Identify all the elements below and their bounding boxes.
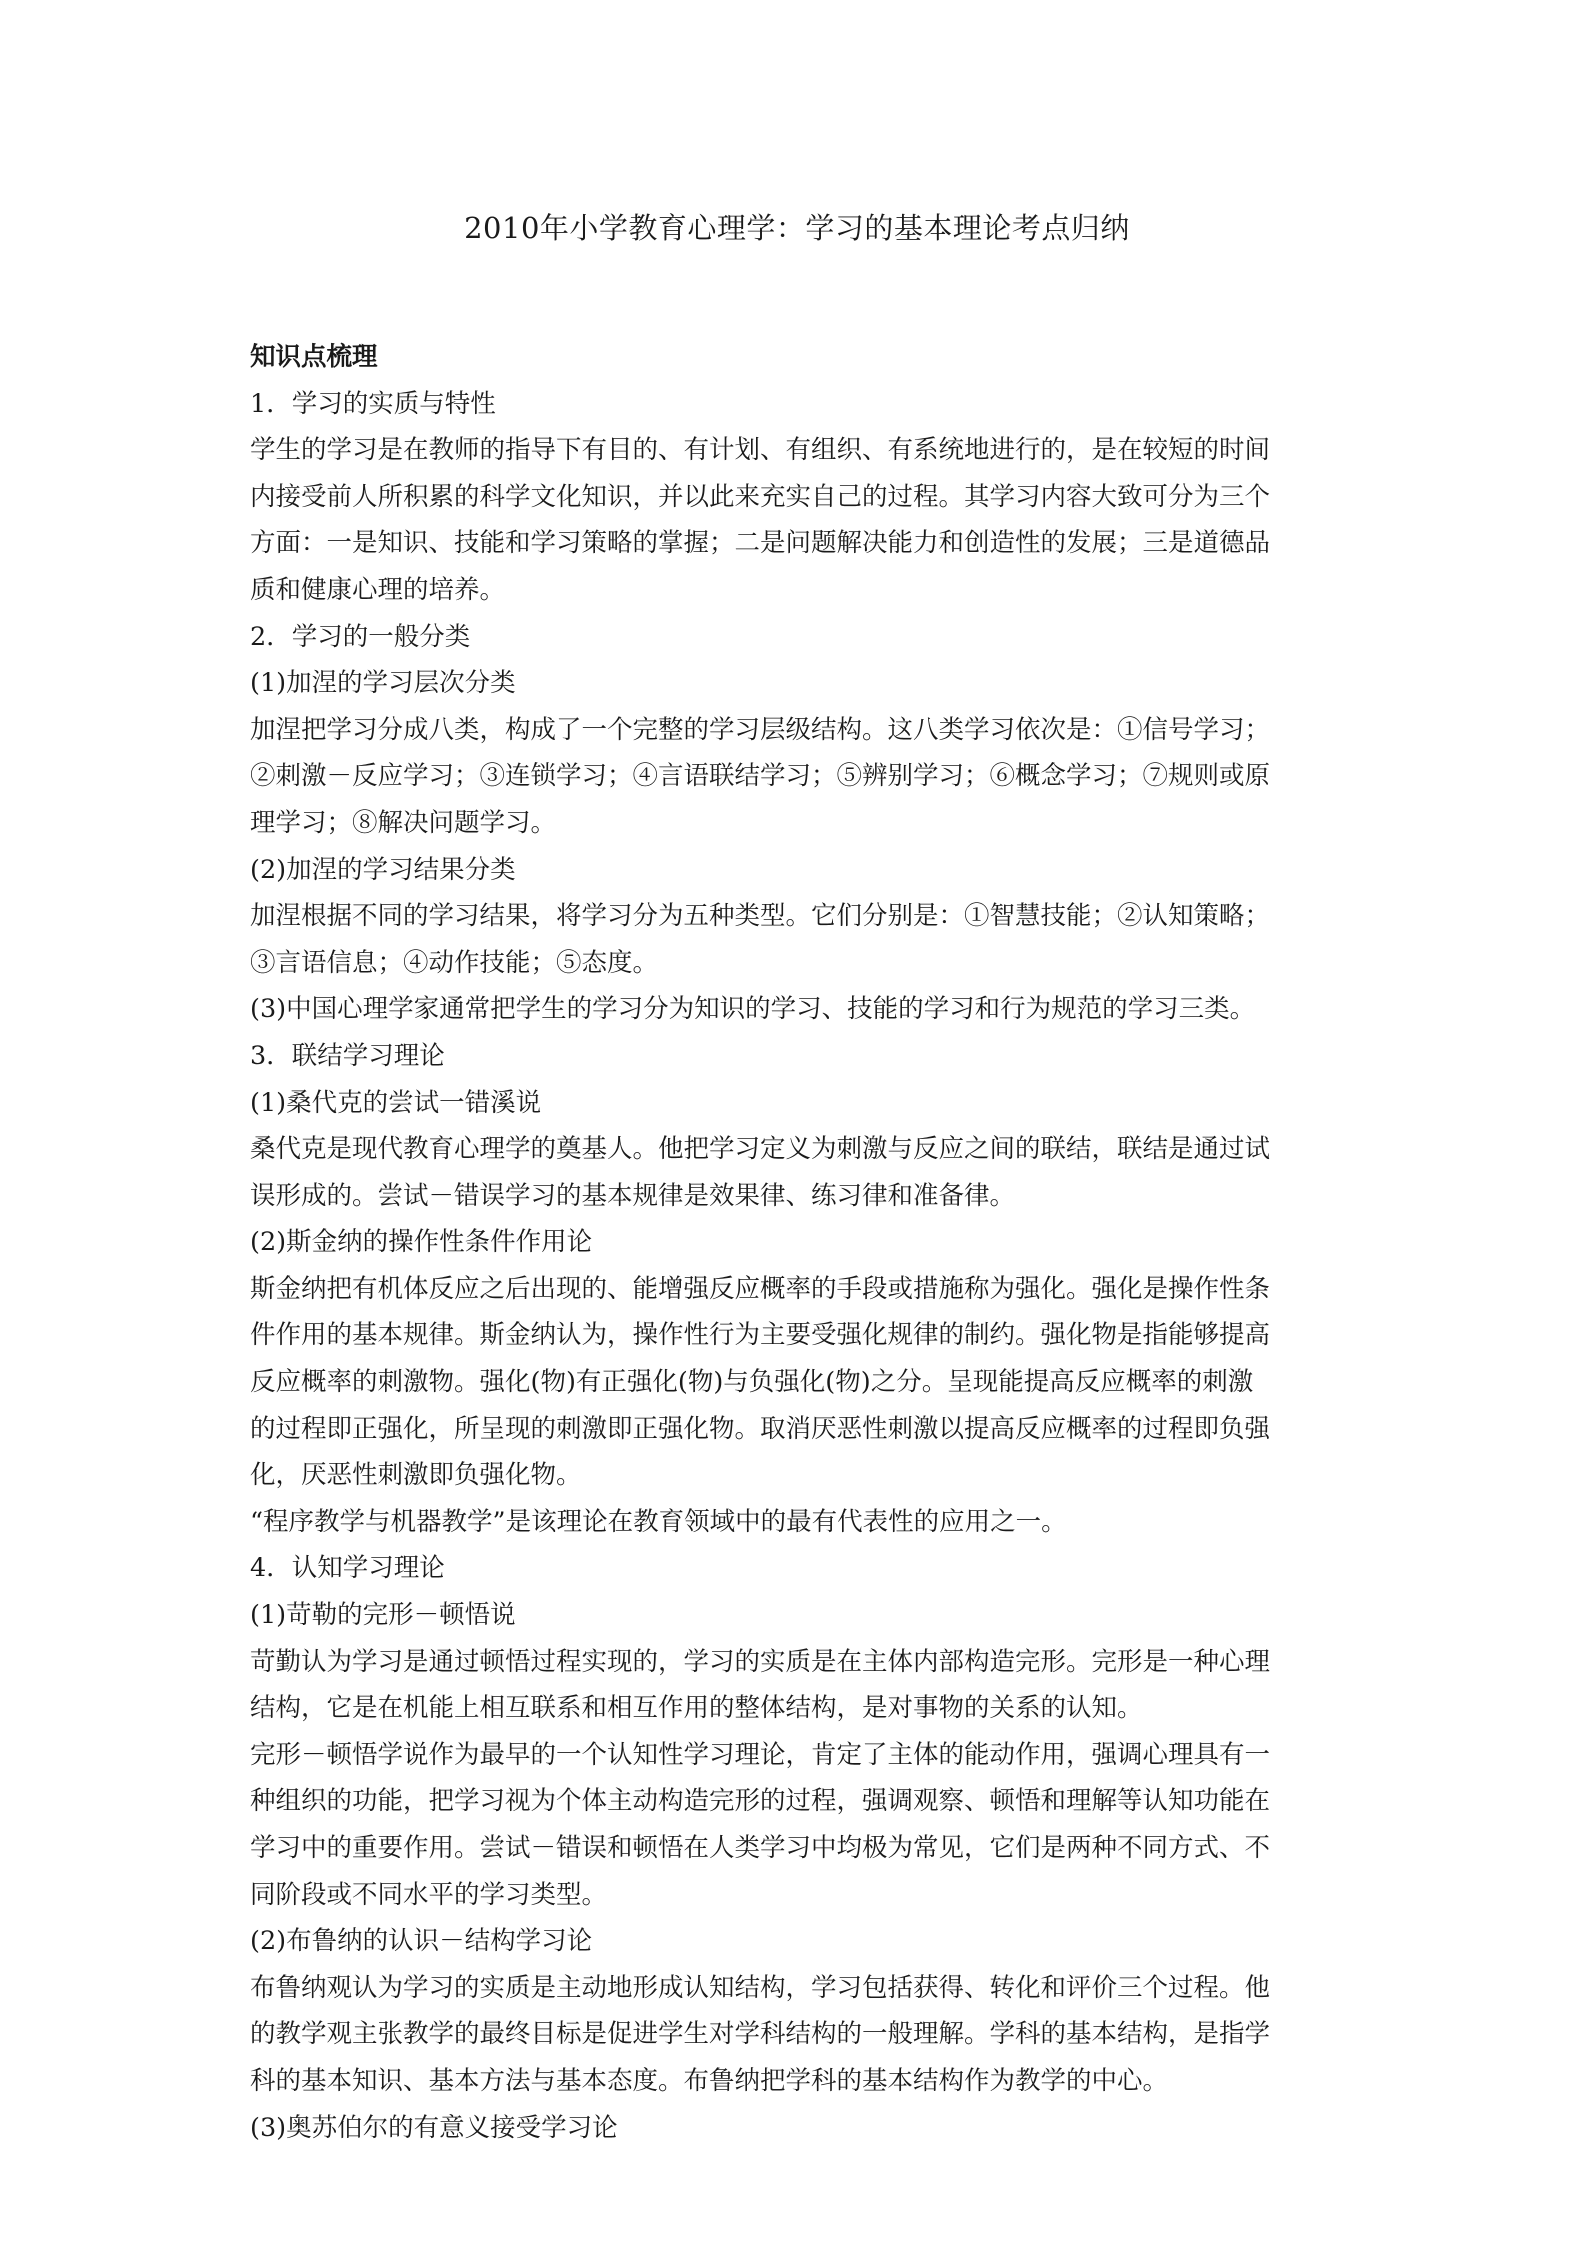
subheading-2: 2．学习的一般分类 <box>250 621 471 652</box>
paragraph-line: 学生的学习是在教师的指导下有目的、有计划、有组织、有系统地进行的，是在较短的时间 <box>250 435 1271 466</box>
paragraph-line: 方面：一是知识、技能和学习策略的掌握；二是问题解决能力和创造性的发展；三是道德品 <box>250 528 1271 559</box>
paragraph-line: 同阶段或不同水平的学习类型。 <box>250 1879 608 1910</box>
paragraph-line: ③言语信息；④动作技能；⑤态度。 <box>250 947 659 978</box>
subheading-4-2: (2)布鲁纳的认识－结构学习论 <box>250 1926 593 1957</box>
paragraph-line: (3)中国心理学家通常把学生的学习分为知识的学习、技能的学习和行为规范的学习三类。 <box>250 994 1256 1025</box>
paragraph-line: 的过程即正强化，所呈现的刺激即正强化物。取消厌恶性刺激以提高反应概率的过程即负强 <box>250 1413 1271 1444</box>
subheading-3-2: (2)斯金纳的操作性条件作用论 <box>250 1227 593 1258</box>
paragraph-line: 苛勤认为学习是通过顿悟过程实现的，学习的实质是在主体内部构造完形。完形是一种心理 <box>250 1646 1271 1677</box>
document-body <box>250 334 1360 2151</box>
paragraph-line: 反应概率的刺激物。强化(物)有正强化(物)与负强化(物)之分。呈现能提高反应概率的刺激 <box>250 1367 1254 1398</box>
paragraph-line: 理学习；⑧解决问题学习。 <box>250 807 557 838</box>
paragraph-line: 质和健康心理的培养。 <box>250 574 506 605</box>
paragraph-line: 完形－顿悟学说作为最早的一个认知性学习理论，肯定了主体的能动作用，强调心理具有一 <box>250 1739 1271 1770</box>
paragraph-line: 加涅把学习分成八类，构成了一个完整的学习层级结构。这八类学习依次是：①信号学习； <box>250 714 1271 745</box>
paragraph-line: 的教学观主张教学的最终目标是促进学生对学科结构的一般理解。学科的基本结构，是指学 <box>250 2019 1271 2050</box>
paragraph-line: 斯金纳把有机体反应之后出现的、能增强反应概率的手段或措施称为强化。强化是操作性条 <box>250 1273 1271 1304</box>
paragraph-line: 科的基本知识、基本方法与基本态度。布鲁纳把学科的基本结构作为教学的中心。 <box>250 2065 1169 2096</box>
subheading-2-1: (1)加涅的学习层次分类 <box>250 668 516 699</box>
paragraph-line: 内接受前人所积累的科学文化知识，并以此来充实自己的过程。其学习内容大致可分为三个 <box>250 481 1271 512</box>
paragraph-line: 布鲁纳观认为学习的实质是主动地形成认知结构，学习包括获得、转化和评价三个过程。他 <box>250 1972 1271 2003</box>
subheading-4-3: (3)奥苏伯尔的有意义接受学习论 <box>250 2112 618 2143</box>
paragraph-line: 件作用的基本规律。斯金纳认为，操作性行为主要受强化规律的制约。强化物是指能够提高 <box>250 1320 1271 1351</box>
paragraph-line: 误形成的。尝试－错误学习的基本规律是效果律、练习律和准备律。 <box>250 1180 1016 1211</box>
paragraph-line: 化，厌恶性刺激即负强化物。 <box>250 1460 582 1491</box>
paragraph-line: 种组织的功能，把学习视为个体主动构造完形的过程，强调观察、顿悟和理解等认知功能在 <box>250 1786 1271 1817</box>
paragraph-line: 加涅根据不同的学习结果，将学习分为五种类型。它们分别是：①智慧技能；②认知策略； <box>250 901 1271 932</box>
subheading-2-2: (2)加涅的学习结果分类 <box>250 854 516 885</box>
paragraph-line: 学习中的重要作用。尝试－错误和顿悟在人类学习中均极为常见，它们是两种不同方式、不 <box>250 1833 1271 1863</box>
section-heading-knowledge-points: 知识点梳理 <box>250 342 378 372</box>
subheading-3-1: (1)桑代克的尝试一错溪说 <box>250 1087 542 1118</box>
subheading-4-1: (1)苛勒的完形－顿悟说 <box>250 1600 516 1631</box>
paragraph-line: 结构，它是在机能上相互联系和相互作用的整体结构，是对事物的关系的认知。 <box>250 1693 1143 1724</box>
paragraph-line: 桑代克是现代教育心理学的奠基人。他把学习定义为刺激与反应之间的联结，联结是通过试 <box>250 1134 1271 1165</box>
document-title: 2010年小学教育心理学：学习的基本理论考点归纳 <box>464 211 1130 245</box>
subheading-4: 4．认知学习理论 <box>250 1553 445 1584</box>
paragraph-line: ②刺激－反应学习；③连锁学习；④言语联结学习；⑤辨别学习；⑥概念学习；⑦规则或原 <box>250 761 1271 792</box>
subheading-1: 1．学习的实质与特性 <box>250 388 496 419</box>
subheading-3: 3．联结学习理论 <box>250 1040 445 1071</box>
paragraph-line: “程序教学与机器教学”是该理论在教育领域中的最有代表性的应用之一。 <box>250 1506 1067 1537</box>
